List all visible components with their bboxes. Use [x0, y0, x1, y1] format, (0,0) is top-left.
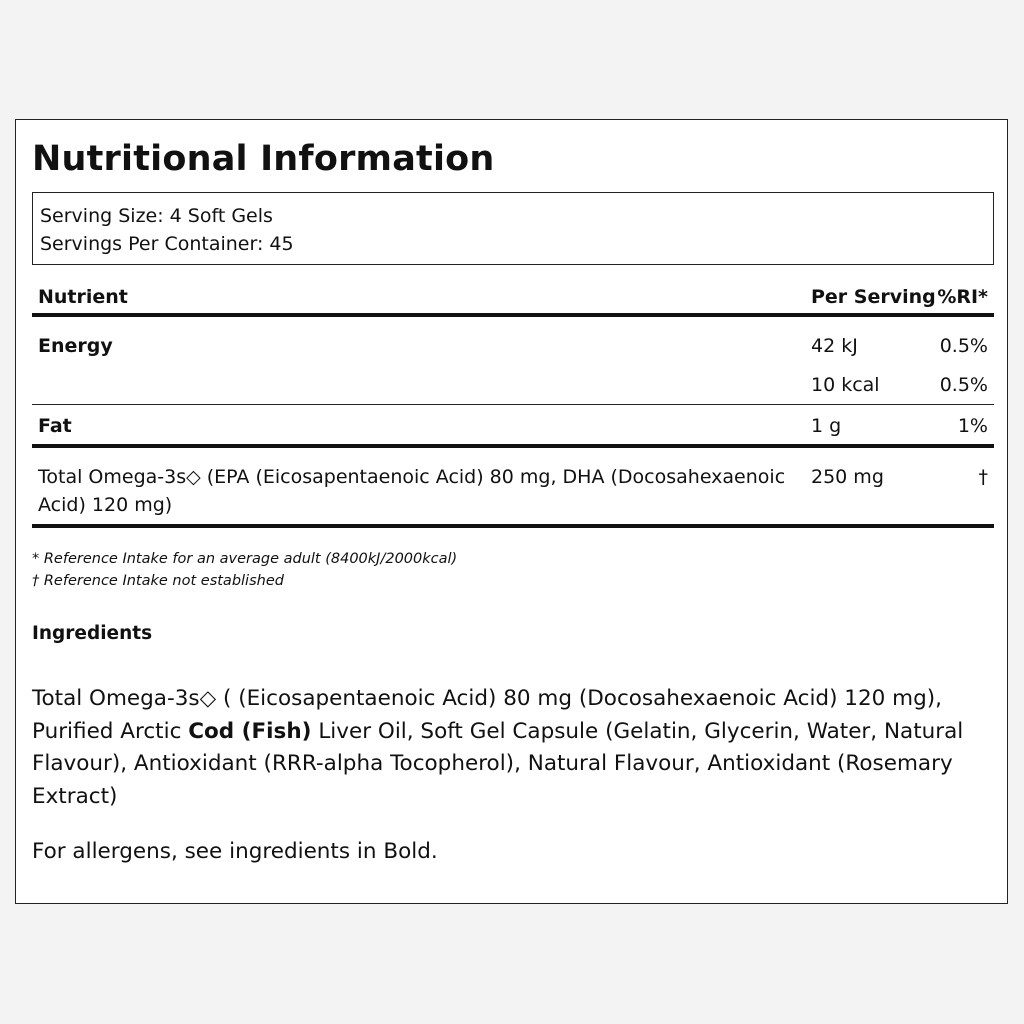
omega3-ri: †: [978, 466, 988, 488]
energy-kj-ri: 0.5%: [939, 335, 988, 357]
header-nutrient: Nutrient: [38, 286, 128, 308]
page-title: Nutritional Information: [32, 139, 495, 179]
servings-per-container: Servings Per Container: 45: [40, 233, 294, 255]
ingredients-heading: Ingredients: [32, 623, 153, 644]
footnote-ri: * Reference Intake for an average adult (8400kJ/2000kcal): [32, 551, 458, 567]
fat-ri: 1%: [957, 415, 988, 437]
header-per-serving: Per Serving: [811, 286, 936, 308]
fat-amount: 1 g: [811, 415, 842, 437]
nutrient-name: Total Omega-3s◇ (EPA (Eicosapentaenoic Acid) 80 mg, DHA (Docosahexaenoic Acid) 120 mg): [38, 466, 786, 516]
ingredients-text-end: Liver Oil, Soft Gel Capsule (Gelatin, Glycerin, Water, Natural Flavour), Antioxidant (RRR-alpha Tocopherol), Natural Flavour, Antioxidant (Rosemary Extract): [32, 718, 964, 809]
allergen-ingredient: Cod (Fish): [188, 718, 312, 744]
serving-info-box: [32, 192, 994, 265]
header-ri: %RI*: [937, 286, 988, 308]
energy-kj-amount: 42 kJ: [811, 335, 858, 357]
energy-kcal-ri: 0.5%: [939, 374, 988, 396]
ingredients-text: [32, 683, 982, 813]
omega3-amount: 250 mg: [811, 466, 884, 488]
table-row-omega3: [32, 448, 994, 528]
nutrient-name: Fat: [38, 415, 72, 437]
footnotes: [32, 548, 457, 592]
table-row-energy: [32, 317, 994, 405]
energy-kcal-amount: 10 kcal: [811, 374, 880, 396]
allergen-note: For allergens, see ingredients in Bold.: [32, 839, 438, 864]
footnote-not-established: † Reference Intake not established: [32, 573, 284, 589]
nutrient-name: Energy: [38, 335, 113, 357]
table-row-fat: [32, 405, 994, 448]
nutrition-table: [32, 280, 994, 528]
table-header-row: [32, 280, 994, 317]
serving-size: Serving Size: 4 Soft Gels: [40, 205, 273, 227]
nutrition-panel: [15, 119, 1008, 904]
ingredients-text-start: Total Omega-3s◇ ( (Eicosapentaenoic Acid) 80 mg (Docosahexaenoic Acid) 120 mg), Purified Arctic: [32, 686, 942, 744]
